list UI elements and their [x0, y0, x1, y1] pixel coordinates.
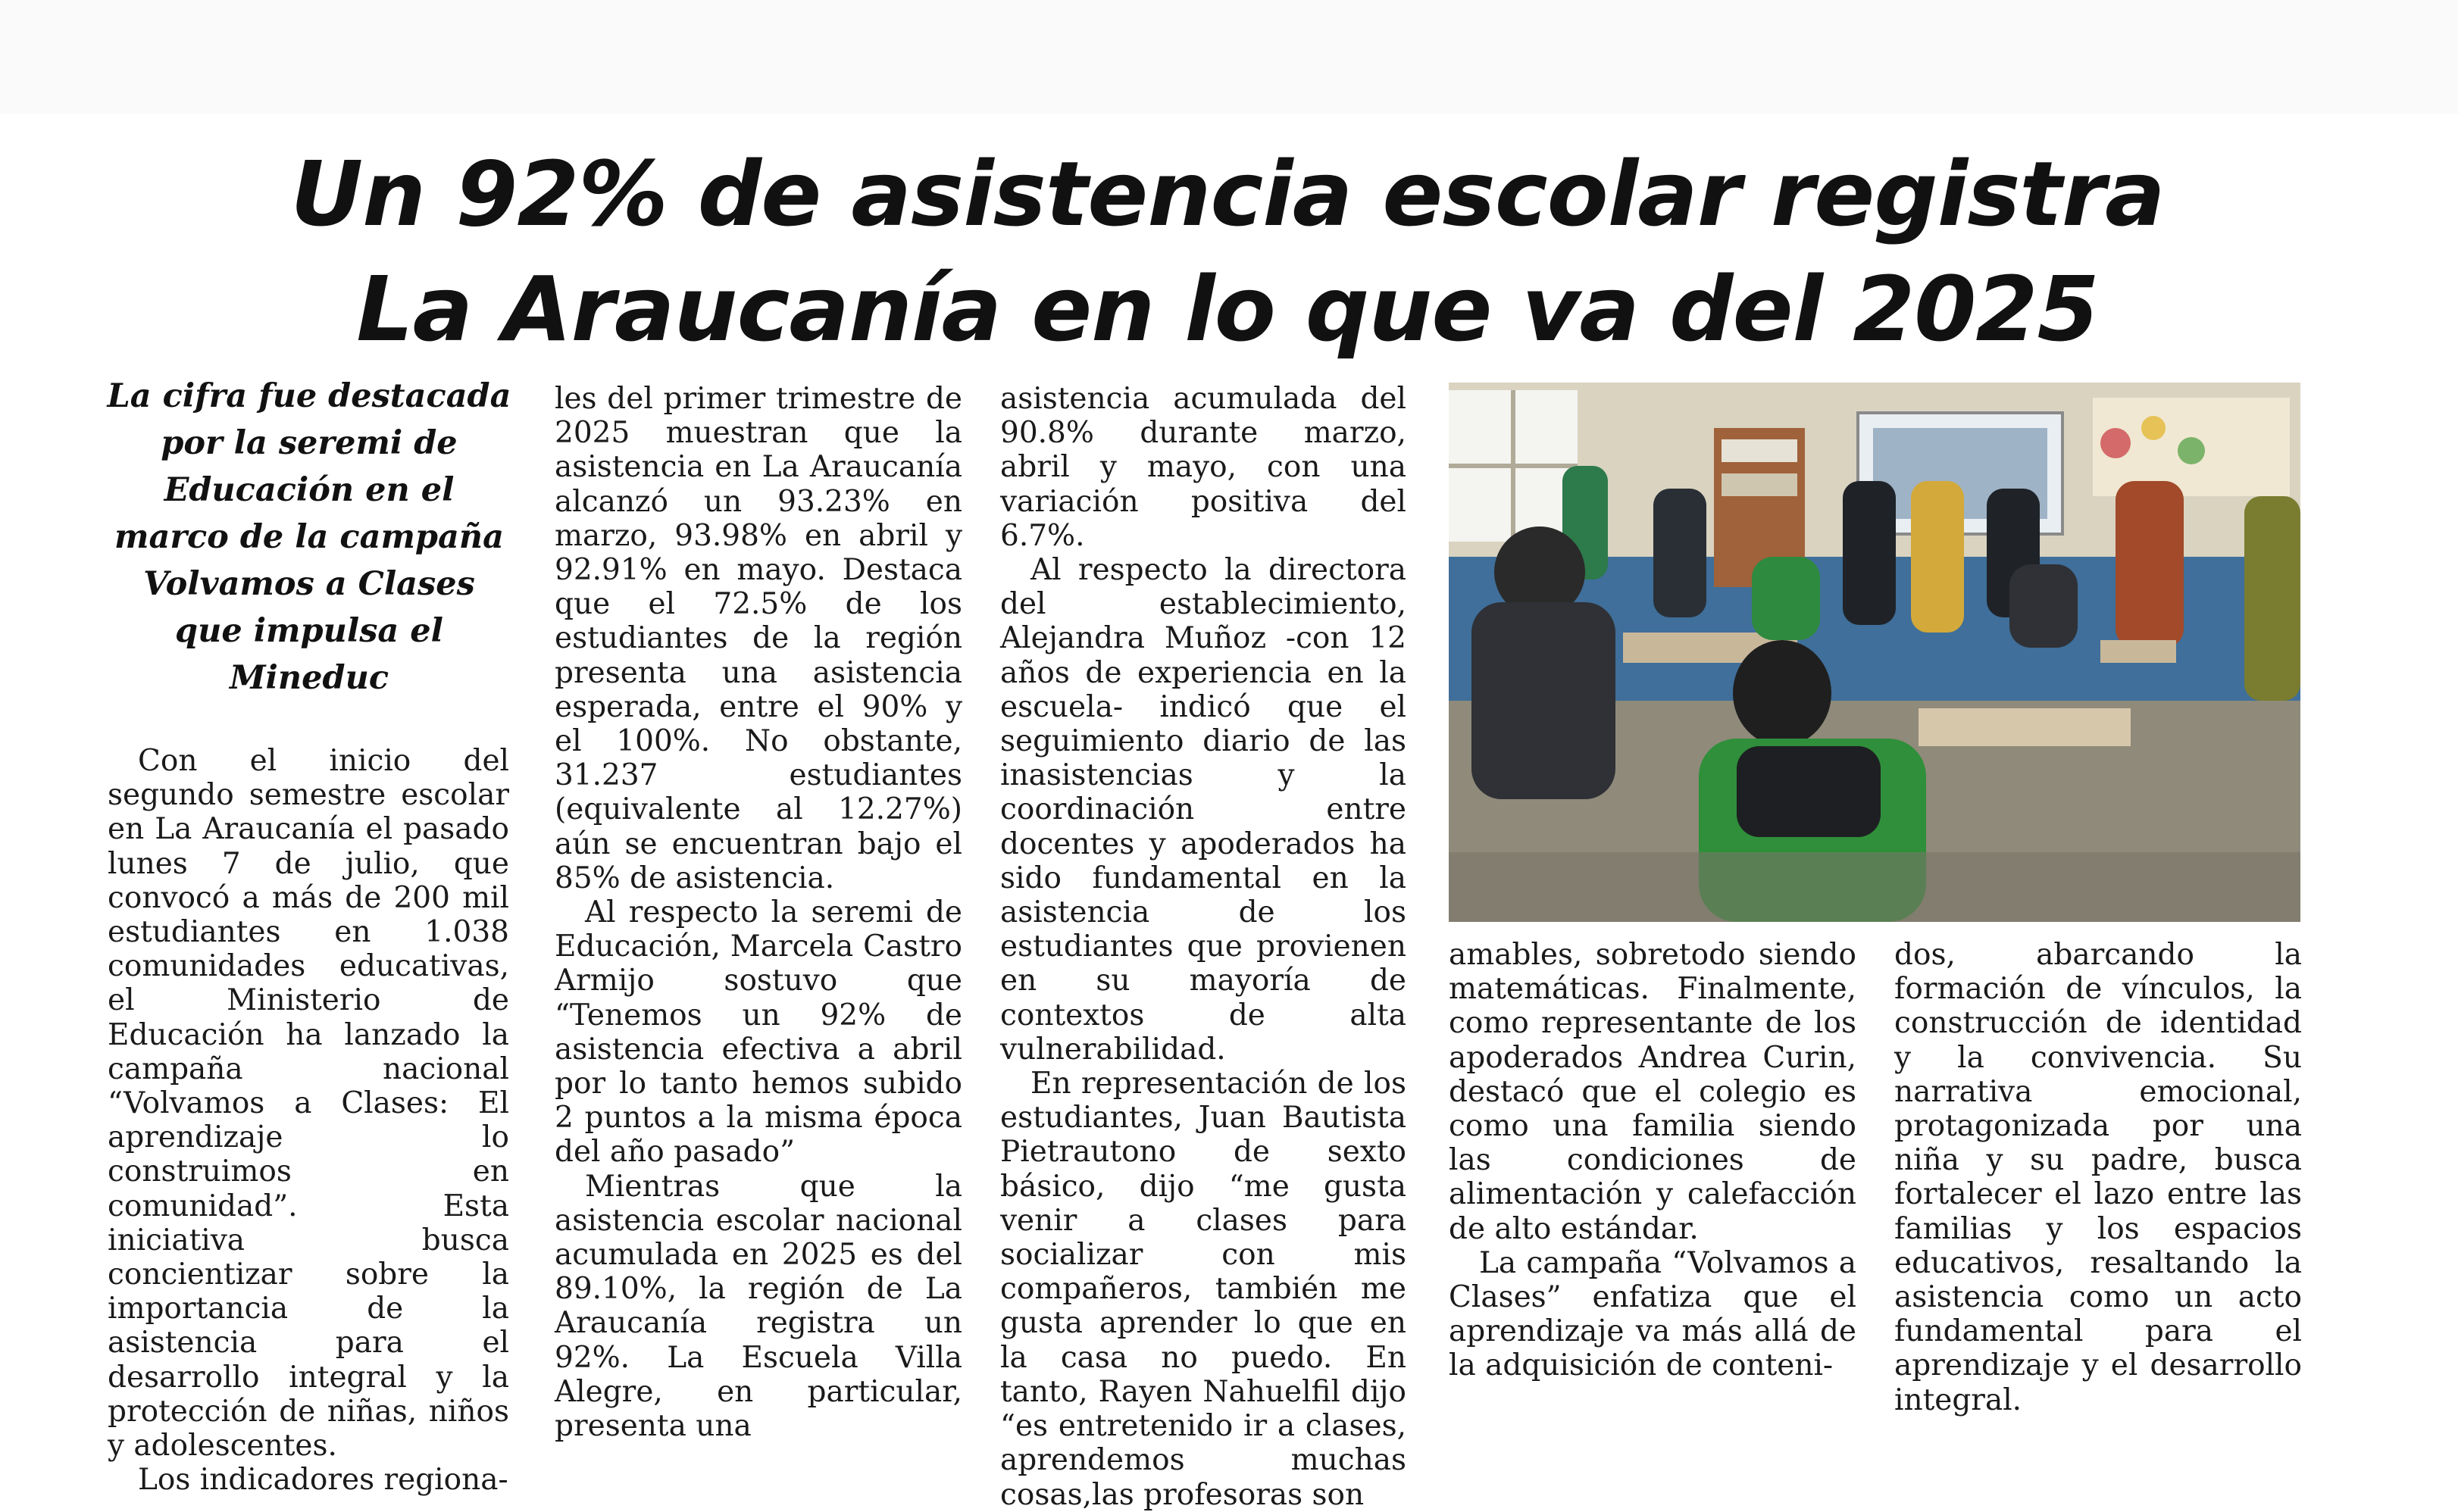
- headline-line-1: Un 92% de asistencia escolar registra: [290, 142, 2165, 246]
- paragraph: Al respecto la seremi de Educación, Marcela Castro Armijo sostuvo que “Tenemos un 92% de asistencia efectiva a abril por lo tanto hemos subido 2 puntos a la misma época del año pasado”: [555, 895, 962, 1170]
- paragraph: Al respecto la directora del establecimiento, Alejandra Muñoz -con 12 años de experiencia en la escuela- indicó que el seguimiento diario de las inasistencias y la coordinación entre docentes y apoderados ha sido fundamental en la asistencia de los estudiantes que provienen en su mayoría de contextos de alta vulnerabilidad.: [1000, 553, 1406, 1067]
- paragraph: amables, sobretodo siendo matemáticas. Finalmente, como representante de los apoderados Andrea Curin, destacó que el colegio es como una familia siendo las condiciones de alimentación y calefacción de alto estándar.: [1449, 938, 1856, 1246]
- paragraph: En representación de los estudiantes, Juan Bautista Pietrautono de sexto básico, dijo “me gusta venir a clases para socializar con mis compañeros, también me gusta aprender lo que en la casa no puedo. En tanto, Rayen Nahuelfil dijo “es entretenido ir a clases, aprendemos muchas cosas,las profesoras son: [1000, 1067, 1406, 1512]
- paragraph: Con el inicio del segundo semestre escolar en La Araucanía el pasado lunes 7 de julio, que convocó a más de 200 mil estudiantes en 1.038 comunidades educativas, el Ministerio de Educación ha lanzado la campaña nacional “Volvamos a Clases: El aprendizaje lo construimos en comunidad”. Esta iniciativa busca concientizar sobre la importancia de la asistencia para el desarrollo integral y la protección de niñas, niños y adolescentes.: [108, 744, 509, 1464]
- paragraph: dos, abarcando la formación de vínculos, la construcción de identidad y la convivencia. Su narrativa emocional, protagonizada por una niña y su padre, busca fortalecer el lazo entre las familias y los espacios educativos, resaltando la asistencia como un acto fundamental para el aprendizaje y el desarrollo integral.: [1894, 938, 2302, 1417]
- page-top-margin: [0, 0, 2458, 114]
- article-column-5: [1894, 938, 2302, 1417]
- paragraph: Los indicadores regiona-: [138, 1463, 508, 1498]
- article-column-2: [555, 382, 962, 1443]
- paragraph: les del primer trimestre de 2025 muestran que la asistencia en La Araucanía alcanzó un 93.23% en marzo, 93.98% en abril y 92.91% en mayo. Destaca que el 72.5% de los estudiantes de la región presenta una asistencia esperada, entre el 90% y el 100%. No obstante, 31.237 estudiantes (equivalente al 12.27%) aún se encuentran bajo el 85% de asistencia.: [555, 382, 962, 895]
- headline-line-2: La Araucanía en lo que va del 2025: [356, 257, 2099, 361]
- headline: [288, 136, 2167, 367]
- article-column-3: [1000, 382, 1406, 1512]
- paragraph: Mientras que la asistencia escolar nacional acumulada en 2025 es del 89.10%, la región de La Araucanía registra un 92%. La Escuela Villa Alegre, en particular, presenta una: [555, 1169, 962, 1444]
- dek-subheadline: La cifra fue destacada por la seremi de Educación en el marco de la campaña Volvamos a Clases que impulsa el Mineduc: [107, 377, 511, 697]
- classroom-photo: [1449, 383, 2300, 922]
- paragraph: La campaña “Volvamos a Clases” enfatiza que el aprendizaje va más allá de la adquisición de conteni-: [1449, 1245, 1856, 1383]
- article-column-1: [108, 744, 509, 1497]
- article-column-4: [1449, 938, 1856, 1383]
- paragraph: asistencia acumulada del 90.8% durante marzo, abril y mayo, con una variación positiva del 6.7%.: [1000, 382, 1406, 553]
